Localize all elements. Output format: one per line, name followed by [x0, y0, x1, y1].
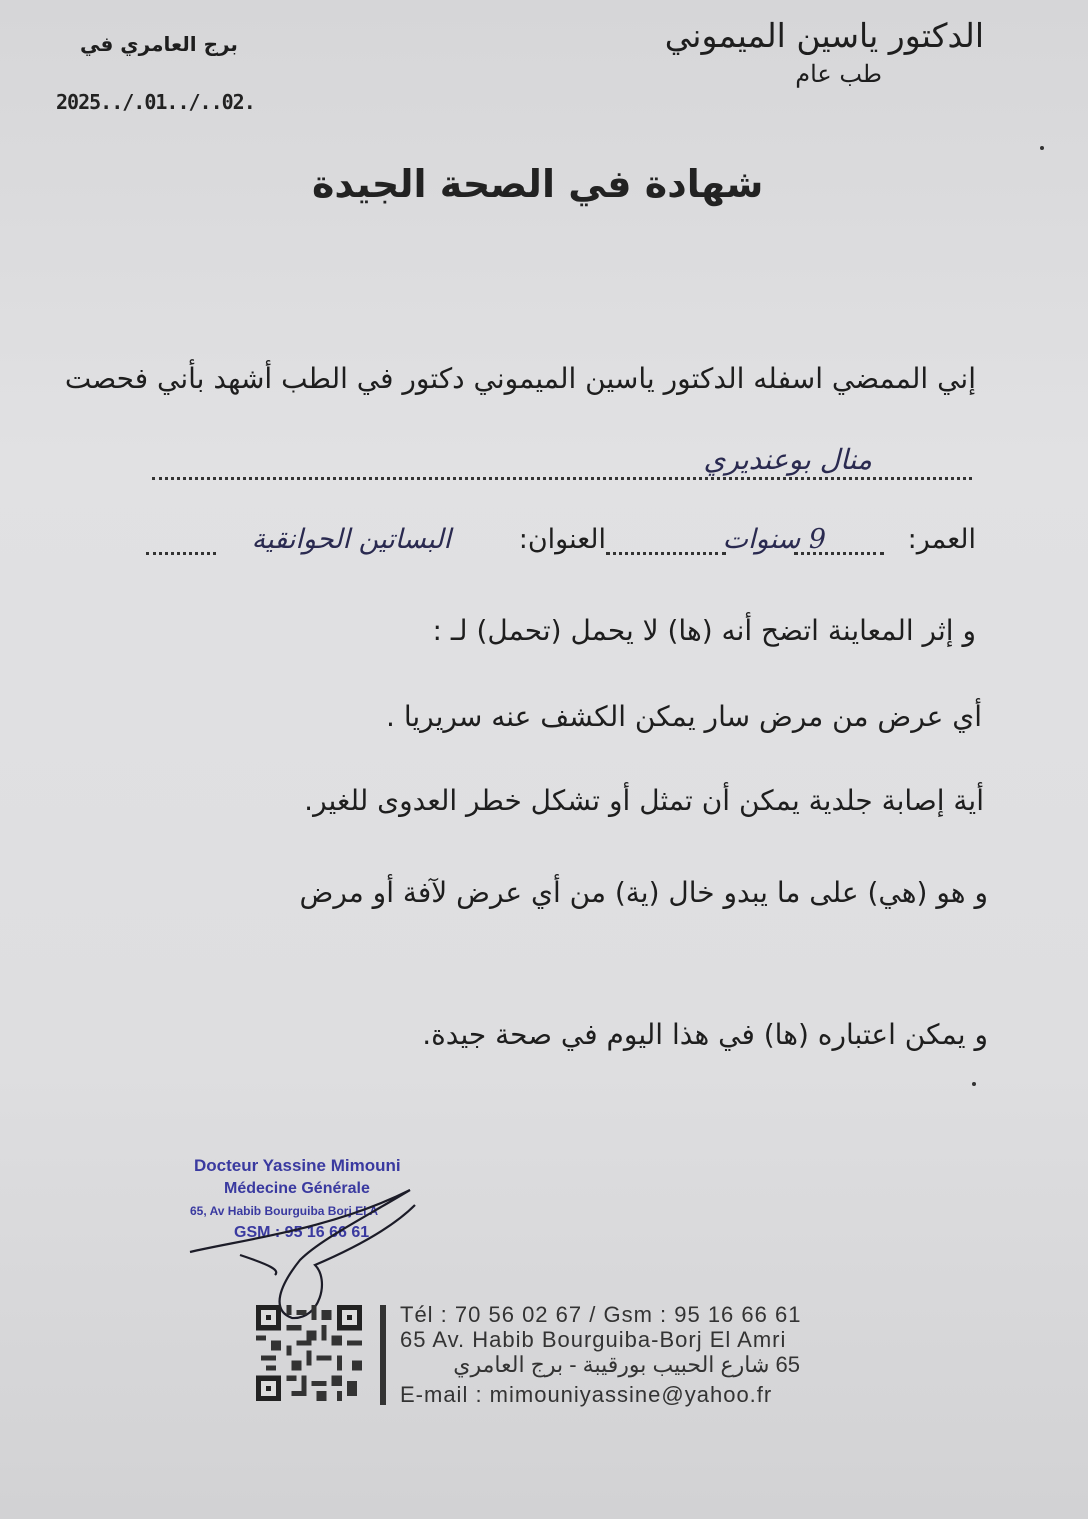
doctor-specialty: طب عام — [795, 60, 882, 88]
stamp-address: 65, Av Habib Bourguiba Borj El A — [190, 1204, 379, 1218]
stamp-specialty: Médecine Générale — [224, 1180, 370, 1197]
footer-phone: Tél : 70 56 02 67 / Gsm : 95 16 66 61 — [400, 1302, 802, 1327]
qr-code-icon — [255, 1305, 363, 1401]
stamp-name: Docteur Yassine Mimouni — [194, 1156, 401, 1175]
age-address-row — [146, 524, 976, 568]
date-value: 2025../.01../..02. — [56, 90, 255, 114]
stamp-gsm: GSM : 95 16 66 61 — [234, 1224, 370, 1241]
address-handwritten: البساتين الحوانقية — [251, 524, 451, 555]
address-dotted-line-2 — [146, 528, 216, 555]
examination-line: و إثر المعاينة اتضح أنه (ها) لا يحمل (تحمل) لـ : — [432, 614, 976, 647]
age-handwritten: 9 سنوات — [722, 524, 826, 555]
declaration-line: إني الممضي اسفله الدكتور ياسين الميموني دكتور في الطب أشهد بأني فحصت — [64, 362, 976, 395]
condition-line-3: و هو (هي) على ما يبدو خال (ية) من أي عرض لآفة أو مرض — [299, 876, 988, 909]
conclusion-line: و يمكن اعتباره (ها) في هذا اليوم في صحة جيدة. — [422, 1018, 988, 1051]
footer-address-ar: 65 شارع الحبيب بورقيبة - برج العامري — [453, 1352, 800, 1377]
footer-address-fr: 65 Av. Habib Bourguiba-Borj El Amri — [400, 1327, 787, 1352]
condition-line-2: أية إصابة جلدية يمكن أن تمثل أو تشكل خطر العدوى للغير. — [304, 784, 984, 817]
place-label: برج العامري في — [80, 32, 238, 56]
document-title: شهادة في الصحة الجيدة — [312, 162, 764, 206]
stray-dot — [972, 1082, 976, 1086]
age-label: العمر: — [907, 524, 976, 555]
stray-dot — [1040, 146, 1044, 150]
patient-name-field — [152, 440, 972, 480]
footer-email: E-mail : mimouniyassine@yahoo.fr — [400, 1382, 773, 1407]
address-dotted-line-1 — [606, 528, 726, 555]
address-label: العنوان: — [518, 524, 606, 555]
dotted-line — [152, 477, 972, 480]
footer-divider — [380, 1305, 386, 1405]
condition-line-1: أي عرض من مرض سار يمكن الكشف عنه سريريا . — [386, 700, 982, 733]
doctor-name: الدكتور ياسين الميموني — [664, 16, 984, 55]
patient-name-handwritten: منال بوعنديري — [703, 443, 872, 476]
